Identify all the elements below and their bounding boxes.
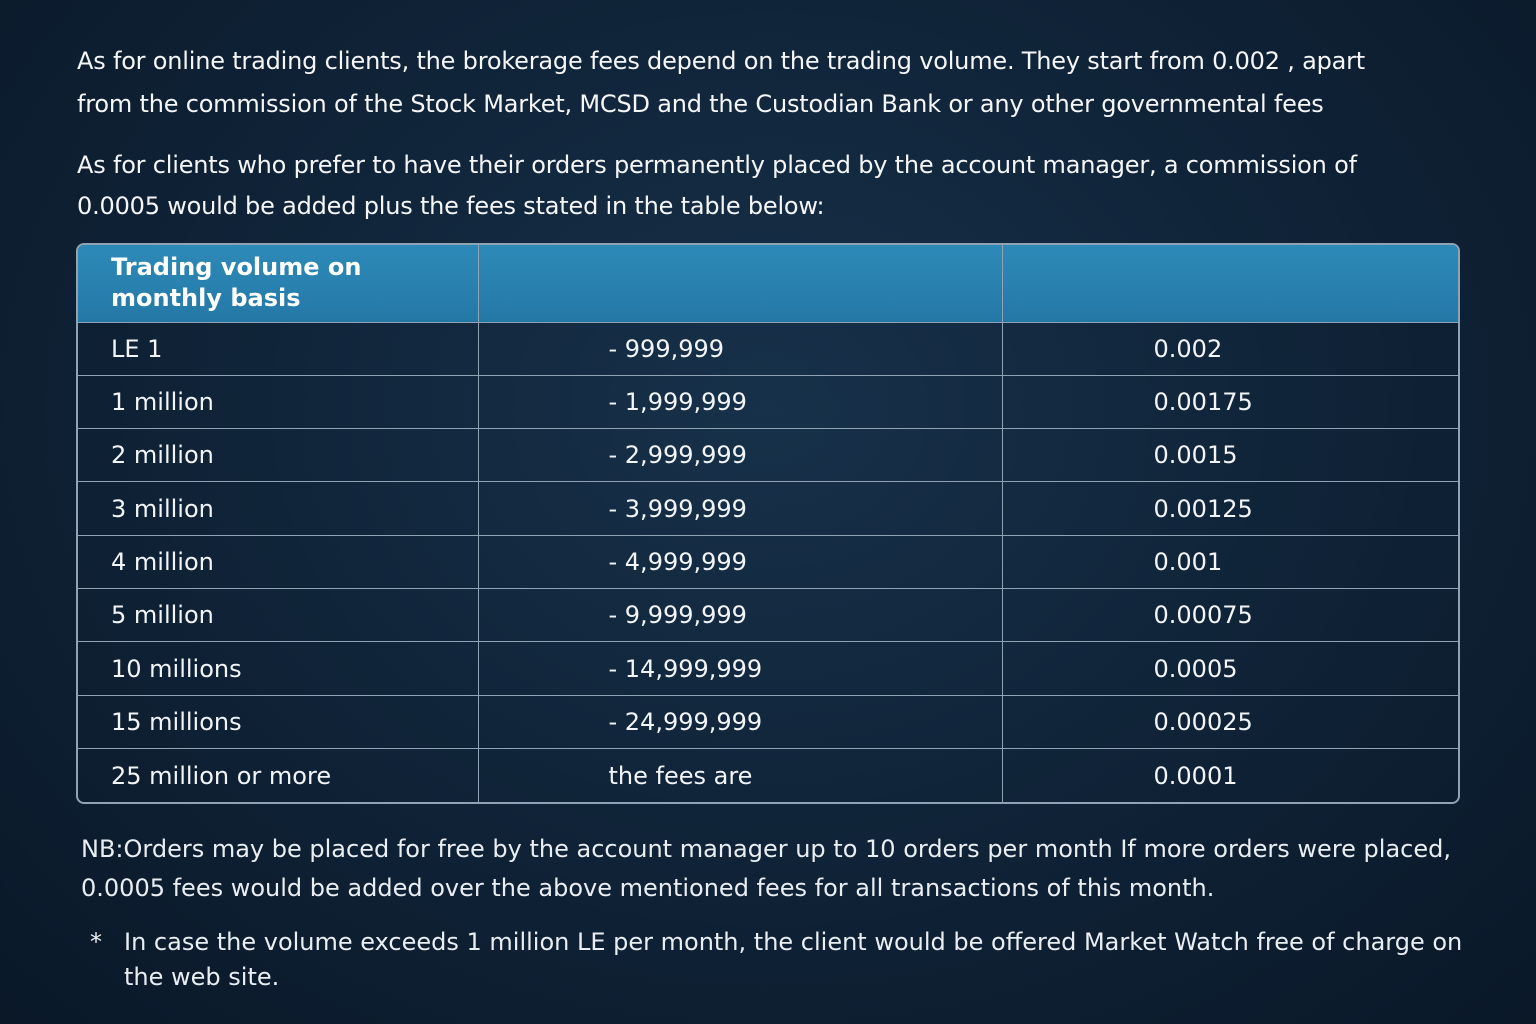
volume-from-cell: 1 million [78,375,478,428]
volume-to-cell: - 1,999,999 [478,375,1002,428]
volume-to-cell: - 14,999,999 [478,642,1002,695]
table-row [78,429,1458,482]
volume-from-cell: 10 millions [78,642,478,695]
volume-to-cell: the fees are [478,749,1002,802]
volume-from-cell: 3 million [78,482,478,535]
online-trading-paragraph: As for online trading clients, the brokerage fees depend on the trading volume. They start from 0.002 , apart from the commission of the Stock Market, MCSD and the Custodian Bank or any other governmental fees [77,47,1365,118]
header-trading-volume: Trading volume on monthly basis [78,245,478,322]
nb-note: NB:Orders may be placed for free by the account manager up to 10 orders per month If more orders were placed, 0.0005 fees would be added over the above mentioned fees for all transactions of this month. [81,835,1451,902]
volume-to-cell: - 24,999,999 [478,695,1002,748]
volume-from-cell: 5 million [78,589,478,642]
fee-rate-cell: 0.0015 [1002,429,1458,482]
table-row [78,375,1458,428]
volume-to-cell: - 4,999,999 [478,535,1002,588]
table-row [78,749,1458,802]
volume-to-cell: - 999,999 [478,322,1002,375]
fee-rate-cell: 0.00025 [1002,695,1458,748]
volume-from-cell: 25 million or more [78,749,478,802]
table-row [78,589,1458,642]
table-row [78,695,1458,748]
footnote-marker: * [90,928,102,956]
header-range [478,245,1002,322]
fee-rate-cell: 0.00075 [1002,589,1458,642]
volume-from-cell: 4 million [78,535,478,588]
table-header-row [78,245,1458,322]
volume-from-cell: 2 million [78,429,478,482]
volume-to-cell: - 2,999,999 [478,429,1002,482]
table-row [78,535,1458,588]
table-row [78,642,1458,695]
header-fee [1002,245,1458,322]
volume-from-cell: 15 millions [78,695,478,748]
fee-rate-cell: 0.0005 [1002,642,1458,695]
table-row [78,482,1458,535]
fee-rate-cell: 0.001 [1002,535,1458,588]
fee-table [76,243,1460,804]
volume-to-cell: - 9,999,999 [478,589,1002,642]
footnote [90,925,1470,995]
table-row [78,322,1458,375]
fee-rate-cell: 0.00175 [1002,375,1458,428]
volume-to-cell: - 3,999,999 [478,482,1002,535]
footnote-text: In case the volume exceeds 1 million LE per month, the client would be offered Market Watch free of charge on the web site. [124,928,1463,991]
fee-rate-cell: 0.00125 [1002,482,1458,535]
fee-rate-cell: 0.0001 [1153,761,1238,790]
volume-from-cell: LE 1 [78,322,478,375]
fee-rate-cell: 0.002 [1002,322,1458,375]
account-manager-paragraph: As for clients who prefer to have their orders permanently placed by the account manager, a commission of 0.0005 would be added plus the fees stated in the table below: [77,151,1357,220]
